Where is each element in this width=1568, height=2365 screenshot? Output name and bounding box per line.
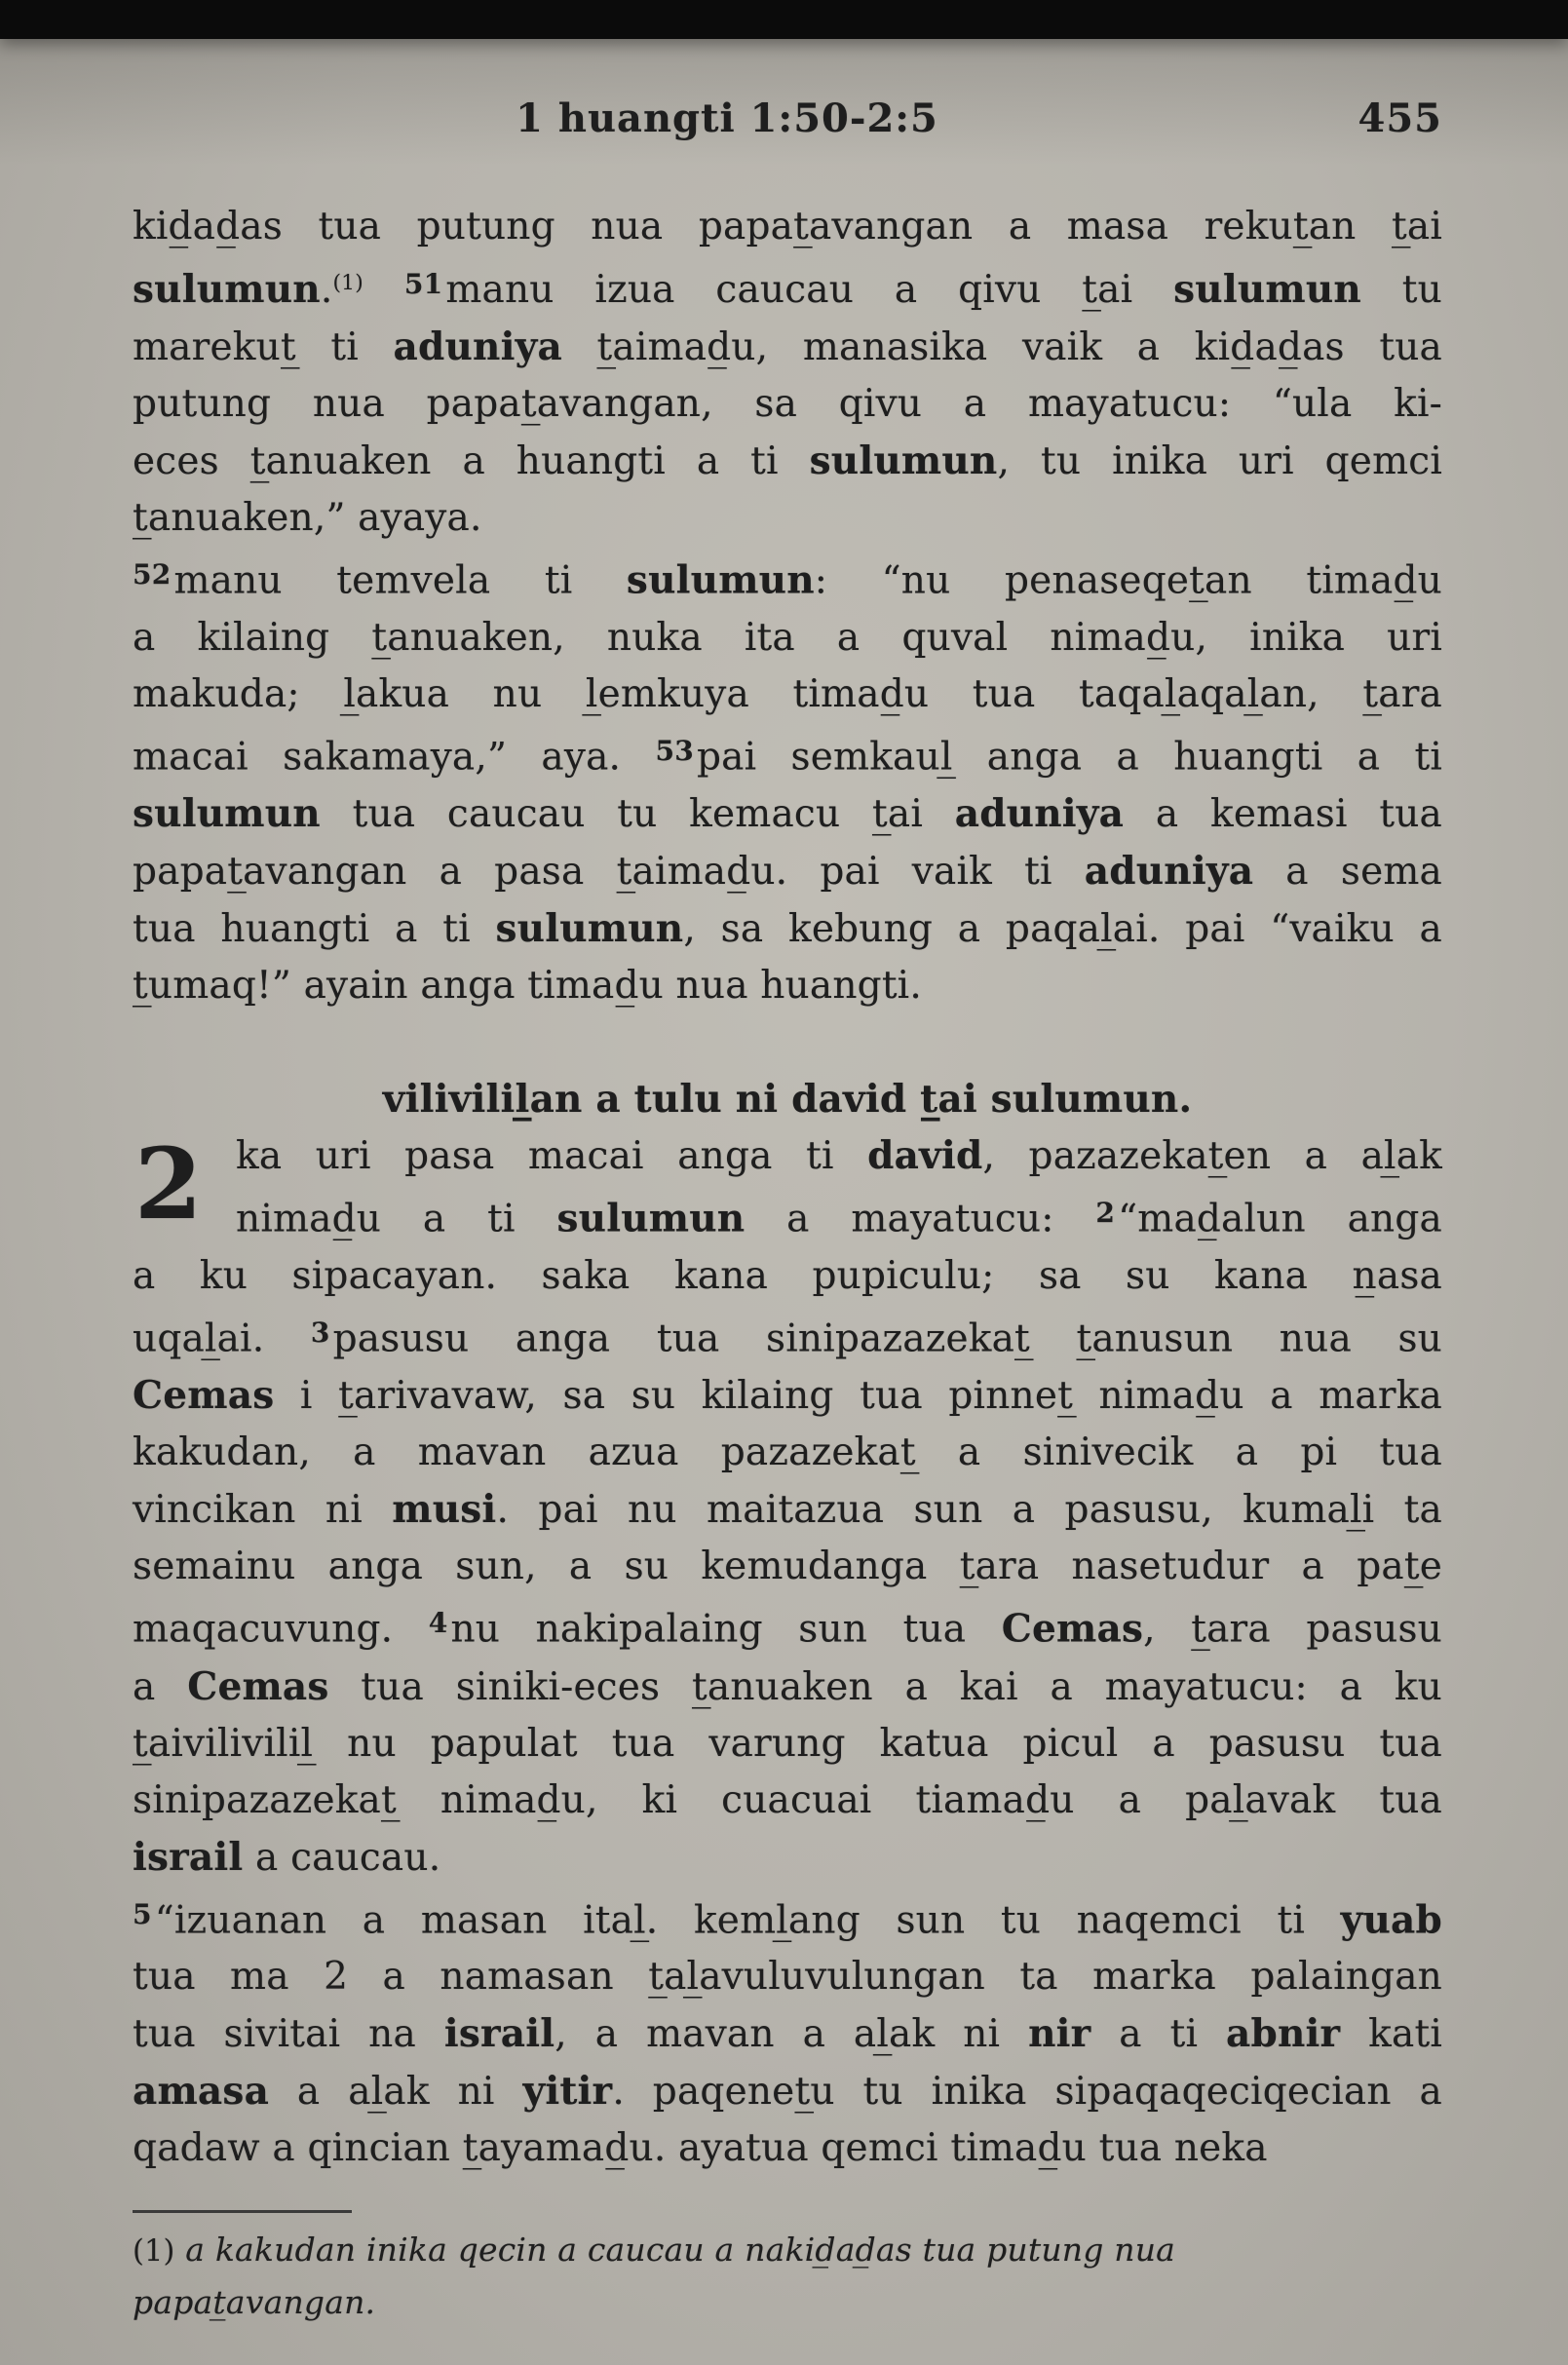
verse-number: 2 bbox=[1095, 1197, 1116, 1230]
bold-term: sulumun bbox=[1173, 267, 1361, 313]
footnote bbox=[133, 2225, 1442, 2328]
header-page-number: 455 bbox=[1358, 95, 1442, 141]
bold-term: musi bbox=[392, 1487, 497, 1533]
text-line: t̲umaq!” ayain anga timad̲u nua huangti. bbox=[133, 964, 922, 1009]
footnote-line: (1) a kakudan inika qecin a caucau a nakid̲ad̲as tua putung nua bbox=[133, 2231, 1176, 2270]
bold-term: aduniya bbox=[1084, 849, 1254, 895]
header-reference: 1 huangti 1:50-2:5 bbox=[516, 95, 938, 141]
chapter-block bbox=[133, 1127, 1442, 1887]
bold-term: aduniya bbox=[393, 324, 562, 370]
bold-term: sulumun bbox=[495, 906, 684, 952]
bold-term: amasa bbox=[133, 2069, 270, 2115]
bold-term: yuab bbox=[1340, 1897, 1442, 1943]
text-line: ka uri pasa macai anga ti david, pazazekat̲en a al̲ak bbox=[236, 1133, 1442, 1179]
text-line: maqacuvung. $^4$nu nakipalaing sun tua Cemas, t̲ara pasusu bbox=[133, 1606, 1443, 1652]
text-line: macai sakamaya,” aya. $^{53}$pai semkaul̲ anga a huangti a ti bbox=[133, 734, 1442, 780]
verse-number: 4 bbox=[428, 1607, 448, 1640]
verse-number: 52 bbox=[133, 558, 172, 591]
text-line: Cemas i t̲arivavaw, sa su kilaing tua pinnet̲ nimad̲u a marka bbox=[133, 1373, 1442, 1419]
text-line: $^5$“izuanan a masan ital̲. keml̲ang sun tu naqemci ti yuab bbox=[133, 1897, 1442, 1943]
section-heading: vilivilil̲an a tulu ni david t̲ai sulumun. bbox=[382, 1077, 1193, 1123]
verse-number: 53 bbox=[655, 734, 694, 767]
chapter-number-dropcap: 2 bbox=[134, 1126, 203, 1242]
page-content bbox=[133, 39, 1442, 2328]
footnote-marker: (1) bbox=[133, 2234, 175, 2270]
text-line: qadaw a qincian t̲ayamad̲u. ayatua qemci timad̲u tua neka bbox=[133, 2126, 1268, 2171]
text-line: tua sivitai na israil, a mavan a al̲ak ni nir a ti abnir kati bbox=[133, 2011, 1442, 2057]
text-line: nimad̲u a ti sulumun a mayatucu: $^2$“mad̲alun anga bbox=[236, 1196, 1442, 1241]
running-header bbox=[133, 95, 1442, 142]
text-line: a Cemas tua siniki-eces t̲anuaken a kai a mayatucu: a ku bbox=[133, 1663, 1442, 1709]
footnote-ref: (1) bbox=[332, 271, 363, 295]
bold-term: Cemas bbox=[133, 1373, 275, 1419]
bold-term: sulumun bbox=[556, 1196, 746, 1241]
text-line: marekut̲ ti aduniya t̲aimad̲u, manasika vaik a kid̲ad̲as tua bbox=[133, 324, 1442, 370]
text-line: kid̲ad̲as tua putung nua papat̲avangan a masa rekut̲an t̲ai bbox=[133, 205, 1442, 248]
text-line: sinipazazekat̲ nimad̲u, ki cuacuai tiamad̲u a pal̲avak tua bbox=[133, 1777, 1442, 1822]
verse-number: 5 bbox=[133, 1897, 152, 1930]
text-line: $^{52}$manu temvela ti sulumun: “nu penaseqet̲an timad̲u bbox=[133, 557, 1442, 603]
text-line: amasa a al̲ak ni yitir. paqenet̲u tu inika sipaqaqeciqecian a bbox=[133, 2069, 1442, 2115]
text-line: a kilaing t̲anuaken, nuka ita a quval nimad̲u, inika uri bbox=[133, 615, 1442, 660]
paragraph bbox=[133, 1887, 1442, 2178]
text-line: t̲anuaken,” ayaya. bbox=[133, 496, 482, 541]
bold-term: sulumun bbox=[809, 439, 998, 484]
verse-number: 3 bbox=[310, 1316, 330, 1349]
text-line: t̲aivilivilil̲ nu papulat tua varung katua picul a pasusu tua bbox=[133, 1721, 1442, 1766]
text-line: sulumun.$^{(1)}$ $^{51}$manu izua caucau a qivu t̲ai sulumun tu bbox=[133, 267, 1442, 313]
footnote-line: papat̲avangan. bbox=[133, 2283, 376, 2322]
text-line: kakudan, a mavan azua pazazekat̲ a sinivecik a pi tua bbox=[133, 1430, 1442, 1475]
verse-number: 51 bbox=[403, 267, 443, 300]
text-line: eces t̲anuaken a huangti a ti sulumun, tu inika uri qemci bbox=[133, 439, 1442, 484]
bold-term: sulumun bbox=[133, 791, 321, 837]
bold-term: Cemas bbox=[187, 1663, 329, 1709]
scan-top-band bbox=[0, 0, 1568, 39]
text-body bbox=[133, 199, 1442, 2328]
bold-term: sulumun bbox=[133, 267, 321, 313]
text-line: vincikan ni musi. pai nu maitazua sun a pasusu, kumal̲i ta bbox=[133, 1487, 1442, 1533]
text-line: israil a caucau. bbox=[133, 1834, 441, 1880]
text-line: a ku sipacayan. saka kana pupiculu; sa su kana n̲asa bbox=[133, 1253, 1442, 1298]
text-line: tua ma 2 a namasan t̲al̲avuluvulungan ta marka palaingan bbox=[133, 1955, 1442, 2000]
bold-term: abnir bbox=[1226, 2011, 1341, 2057]
text-line: sulumun tua caucau tu kemacu t̲ai aduniya a kemasi tua bbox=[133, 791, 1442, 837]
bold-term: israil bbox=[133, 1834, 244, 1880]
footnote-separator bbox=[133, 2210, 352, 2213]
bold-term: sulumun bbox=[626, 557, 815, 603]
bold-term: Cemas bbox=[1001, 1606, 1144, 1652]
bold-term: aduniya bbox=[954, 791, 1125, 837]
paragraph bbox=[133, 199, 1442, 547]
paragraph bbox=[133, 547, 1442, 1014]
bold-term: david bbox=[867, 1133, 983, 1179]
text-line: putung nua papat̲avangan, sa qivu a mayatucu: “ula ki- bbox=[133, 382, 1442, 427]
text-line: papat̲avangan a pasa t̲aimad̲u. pai vaik ti aduniya a sema bbox=[133, 849, 1442, 895]
bold-term: yitir bbox=[522, 2069, 613, 2115]
text-line: uqal̲ai. $^3$pasusu anga tua sinipazazekat̲ t̲anusun nua su bbox=[133, 1316, 1442, 1361]
bold-term: israil bbox=[443, 2011, 555, 2057]
bold-term: nir bbox=[1028, 2011, 1091, 2057]
text-line: tua huangti a ti sulumun, sa kebung a paqal̲ai. pai “vaiku a bbox=[133, 906, 1442, 952]
text-line: semainu anga sun, a su kemudanga t̲ara nasetudur a pat̲e bbox=[133, 1545, 1442, 1589]
text-line: makuda; l̲akua nu l̲emkuya timad̲u tua taqal̲aqal̲an, t̲ara bbox=[133, 671, 1442, 716]
